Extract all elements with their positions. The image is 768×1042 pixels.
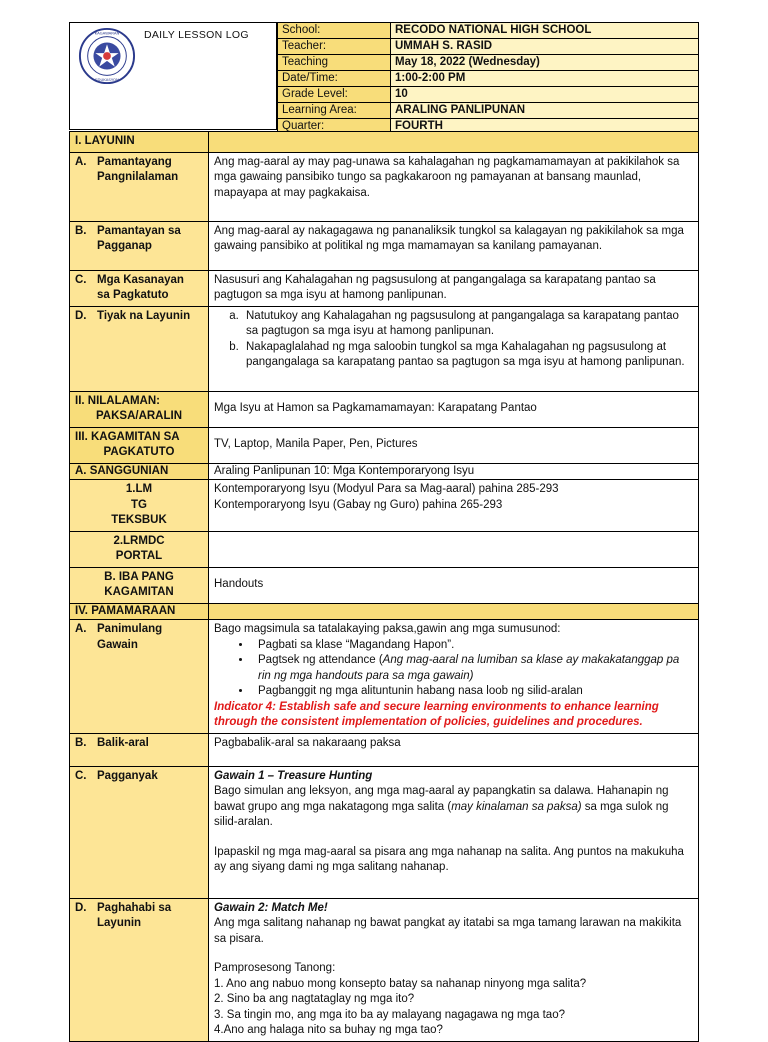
row-content: Mga Isyu at Hamon sa Pagkamamamayan: Karapatang Pantao bbox=[209, 391, 699, 427]
row-panimulang-gawain bbox=[70, 620, 699, 734]
info-label: Teacher: bbox=[278, 39, 391, 55]
svg-text:EDUKASYON: EDUKASYON bbox=[95, 77, 119, 83]
indicator-note: Indicator 4: Establish safe and secure learning environments to enhance learning through the consistent implementation of policies, guidelines and procedures. bbox=[214, 700, 659, 728]
activity-title: Gawain 2: Match Me! bbox=[214, 901, 328, 914]
row-content: Nasusuri ang Kahalagahan ng pagsusulong at pangangalaga sa karapatang pantao sa pagtugon sa mga isyu at hamong panlipunan. bbox=[209, 270, 699, 306]
row-iba-pang-kagamitan bbox=[70, 567, 699, 603]
row-label: III. KAGAMITAN SA PAGKATUTO bbox=[70, 427, 209, 463]
row-content bbox=[209, 306, 699, 391]
row-kasanayan-sa-pagkatuto bbox=[70, 270, 699, 306]
row-content: Handouts bbox=[209, 567, 699, 603]
list-item: • Pagtsek ng attendance (Ang mag-aaral na lumiban sa klase ay makakatanggap pa rin ng mga handouts para sa mga gawain) bbox=[252, 653, 693, 684]
row-content: Gawain 1 – Treasure Hunting Bago simulan ang leksyon, ang mga mag-aaral ay papangkatin sa dalawa. Hahanapin ng bawat grupo ang mga nakatagong mga salita (may kinalaman sa paksa) sa mga sulok ng silid-aralan. Ipapaskil ng mga mag-aaral sa pisara ang mga nahanap na salita. Ang puntos na makukuha ay ang siyang dami ng mga salitang nahanap. bbox=[209, 766, 699, 898]
section-layunin bbox=[70, 132, 699, 153]
row-label: 1.LM TG TEKSBUK bbox=[70, 480, 209, 532]
section-heading: IV. PAMAMARAAN bbox=[70, 603, 209, 620]
row-content bbox=[209, 531, 699, 567]
info-label: Quarter: bbox=[278, 119, 391, 135]
info-label: Grade Level: bbox=[278, 87, 391, 103]
activity-title: Gawain 1 – Treasure Hunting bbox=[214, 769, 373, 782]
info-row bbox=[278, 87, 699, 103]
row-pagganyak bbox=[70, 766, 699, 898]
objectives-list bbox=[214, 309, 693, 371]
objective-item: a. Natutukoy ang Kahalagahan ng pagsusulong at pangangalaga sa karapatang pantao sa pagtugon sa mga isyu at hamong panlipunan. bbox=[242, 309, 693, 340]
row-paghahabi-sa-layunin bbox=[70, 898, 699, 1041]
info-value: ARALING PANLIPUNAN bbox=[391, 103, 699, 119]
info-row bbox=[278, 23, 699, 39]
row-lm-tg-teksbuk bbox=[70, 480, 699, 532]
info-value: 1:00-2:00 PM bbox=[391, 71, 699, 87]
info-value: 10 bbox=[391, 87, 699, 103]
row-label: D. Paghahabi sa Layunin bbox=[70, 898, 209, 1041]
row-nilalaman bbox=[70, 391, 699, 427]
row-label: B. Balik-aral bbox=[70, 733, 209, 766]
question: 1. Ano ang nabuo mong konsepto batay sa nahanap ninyong mga salita? bbox=[214, 977, 587, 990]
row-content: TV, Laptop, Manila Paper, Pen, Pictures bbox=[209, 427, 699, 463]
lesson-log-header bbox=[69, 22, 699, 130]
row-label: C. Pagganyak bbox=[70, 766, 209, 898]
info-row bbox=[278, 103, 699, 119]
list-item: • Pagbati sa klase “Magandang Hapon”. bbox=[252, 638, 693, 654]
info-row bbox=[278, 39, 699, 55]
info-row bbox=[278, 71, 699, 87]
row-label: 2.LRMDC PORTAL bbox=[70, 531, 209, 567]
list-item: • Pagbanggit ng mga alituntunin habang nasa loob ng silid-aralan bbox=[252, 684, 693, 700]
svg-text:KAGAWARAN: KAGAWARAN bbox=[94, 30, 120, 36]
section-heading: I. LAYUNIN bbox=[70, 132, 209, 153]
row-content: Bago magsimula sa tatalakaying paksa,gawin ang mga sumusunod: • Pagbati sa klase “Magandang Hapon”. • Pagtsek ng attendance (Ang mag-aaral na lumiban sa klase ay makakatanggap pa rin ng mga handouts para sa mga gawain) • Pagbanggit ng mga alituntunin habang nasa loob ng silid-aralan Indicator 4: Establish safe and secure learning environments to enhance learning through the consistent implementation of policies, guidelines and procedures. bbox=[209, 620, 699, 734]
row-label: B. Pamantayan sa Pagganap bbox=[70, 221, 209, 270]
row-sanggunian bbox=[70, 463, 699, 480]
row-content: Ang mag-aaral ay nakagagawa ng pananaliksik tungkol sa kalagayan ng pakikilahok sa mga gawaing pansibiko at politikal ng mga mamamayan sa kanilang pamayanan. bbox=[209, 221, 699, 270]
info-label: Date/Time: bbox=[278, 71, 391, 87]
row-label: A. Panimulang Gawain bbox=[70, 620, 209, 734]
row-lrmdc-portal bbox=[70, 531, 699, 567]
row-pamantayan-sa-pagganap bbox=[70, 221, 699, 270]
info-value: May 18, 2022 (Wednesday) bbox=[391, 55, 699, 71]
row-content: Pagbabalik-aral sa nakaraang paksa bbox=[209, 733, 699, 766]
row-balik-aral bbox=[70, 733, 699, 766]
row-label: C. Mga Kasanayan sa Pagkatuto bbox=[70, 270, 209, 306]
question: 4.Ano ang halaga nito sa buhay ng mga tao? bbox=[214, 1024, 443, 1036]
info-label: Learning Area: bbox=[278, 103, 391, 119]
section-pamamaraan bbox=[70, 603, 699, 620]
row-content: Araling Panlipunan 10: Mga Kontemporaryong Isyu bbox=[209, 463, 699, 480]
row-label: II. NILALAMAN: PAKSA/ARALIN bbox=[70, 391, 209, 427]
deped-seal-icon bbox=[78, 27, 136, 85]
school-info-table bbox=[277, 22, 699, 135]
info-label: Teaching bbox=[278, 55, 391, 71]
activity-list bbox=[214, 638, 693, 700]
row-label: A. SANGGUNIAN bbox=[70, 463, 209, 480]
row-pamantayang-pangnilalaman bbox=[70, 152, 699, 221]
row-content: Ang mag-aaral ay may pag-unawa sa kahalagahan ng pagkamamamayan at pakikilahok sa mga gawaing pansibiko tungo sa pagkakaroon ng pamayanan at bansang maunlad, mapayapa at may pagkakaisa. bbox=[209, 152, 699, 221]
row-kagamitan bbox=[70, 427, 699, 463]
info-value: FOURTH bbox=[391, 119, 699, 135]
document-title: DAILY LESSON LOG bbox=[144, 29, 249, 41]
info-value: RECODO NATIONAL HIGH SCHOOL bbox=[391, 23, 699, 39]
info-value: UMMAH S. RASID bbox=[391, 39, 699, 55]
info-row bbox=[278, 55, 699, 71]
row-label: D. Tiyak na Layunin bbox=[70, 306, 209, 391]
question: 2. Sino ba ang nagtataglay ng mga ito? bbox=[214, 993, 415, 1005]
row-tiyak-na-layunin bbox=[70, 306, 699, 391]
row-content: Kontemporaryong Isyu (Modyul Para sa Mag-aaral) pahina 285-293 Kontemporaryong Isyu (Gabay ng Guro) pahina 265-293 bbox=[209, 480, 699, 532]
row-content: Gawain 2: Match Me! Ang mga salitang nahanap ng bawat pangkat ay itatabi sa mga tamang larawan na makikita sa pisara. Pamprosesong Tanong: 1. Ano ang nabuo mong konsepto batay sa nahanap ninyong mga salita? 2. Sino ba ang nagtataglay ng mga ito? 3. Sa tingin mo, ang mga ito ba ay malayang nagagawa ng mga tao? 4.Ano ang halaga nito sa buhay ng mga tao? bbox=[209, 898, 699, 1041]
row-label: B. IBA PANG KAGAMITAN bbox=[70, 567, 209, 603]
logo-cell bbox=[69, 22, 277, 130]
objective-item: b. Nakapaglalahad ng mga saloobin tungkol sa mga Kahalagahan ng pagsusulong at pangangalaga sa karapatang pantao sa pagtugon sa mga isyu at hamong panlipunan. bbox=[242, 340, 693, 371]
row-label: A. Pamantayang Pangnilalaman bbox=[70, 152, 209, 221]
info-label: School: bbox=[278, 23, 391, 39]
question: 3. Sa tingin mo, ang mga ito ba ay malayang nagagawa ng mga tao? bbox=[214, 1008, 565, 1021]
lesson-plan-table bbox=[69, 131, 699, 1042]
